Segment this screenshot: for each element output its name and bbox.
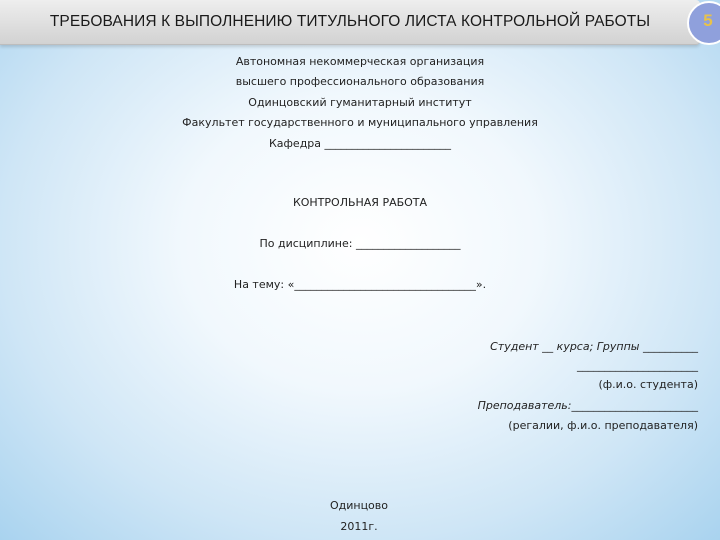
org-line-2: высшего профессионального образования — [235, 75, 485, 88]
student-caption: (ф.и.о. студента) — [598, 378, 698, 391]
student-field: Студент __ курса; Группы __________ — [490, 340, 698, 353]
work-title: КОНТРОЛЬНАЯ РАБОТА — [292, 196, 428, 209]
student-name-blank: ______________________ — [577, 359, 698, 372]
slide-title: ТРЕБОВАНИЯ К ВЫПОЛНЕНИЮ ТИТУЛЬНОГО ЛИСТА КОНТРОЛЬНОЙ РАБОТЫ — [49, 13, 651, 30]
page-number: 5 — [703, 11, 713, 30]
city: Одинцово — [329, 499, 389, 512]
topic-field: На тему: «_________________________________». — [233, 278, 487, 291]
institute-name: Одинцовский гуманитарный институт — [248, 96, 472, 109]
teacher-field: Преподаватель:_______________________ — [477, 399, 698, 412]
org-line-1: Автономная некоммерческая организация — [235, 55, 485, 68]
teacher-caption: (регалии, ф.и.о. преподавателя) — [508, 419, 698, 432]
discipline-field: По дисциплине: ___________________ — [259, 237, 461, 250]
department-field: Кафедра _______________________ — [268, 137, 452, 150]
faculty-name: Факультет государственного и муниципального управления — [182, 116, 538, 129]
year: 2011г. — [340, 520, 378, 533]
